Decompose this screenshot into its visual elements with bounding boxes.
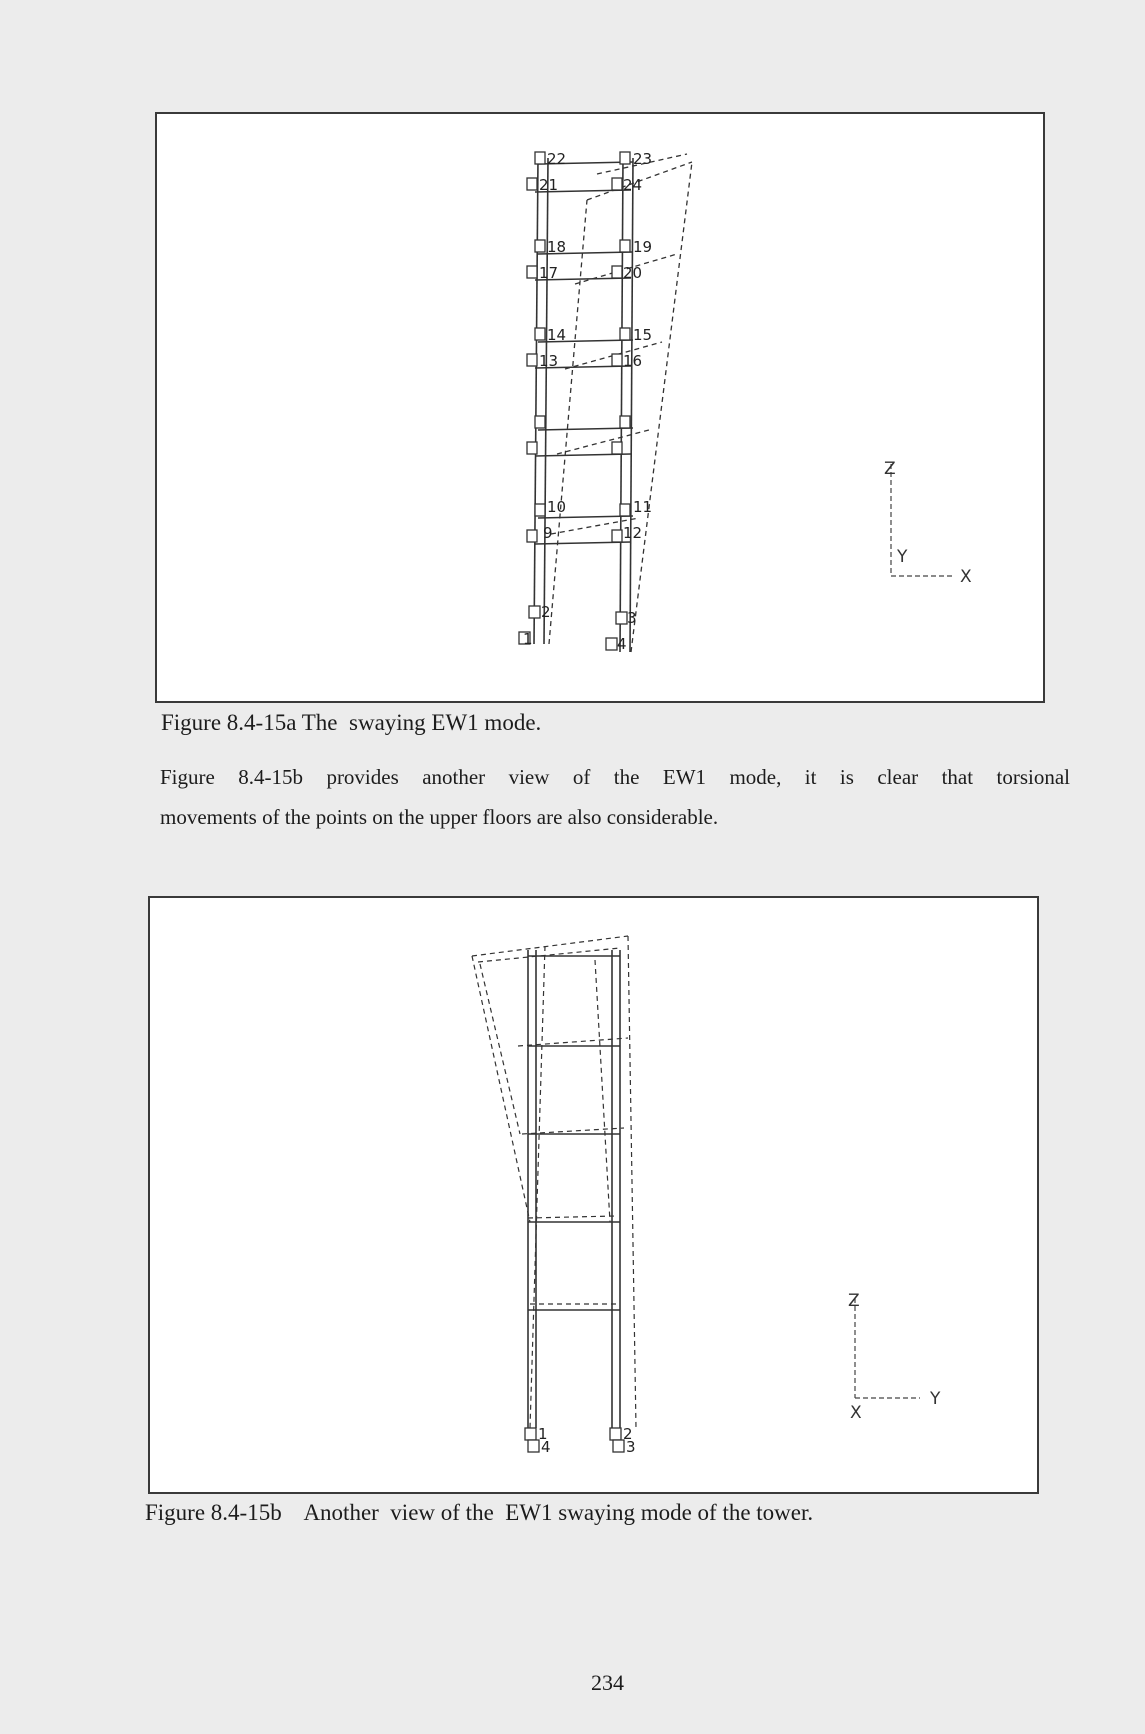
axis-triad <box>855 1298 920 1398</box>
node-label: 13 <box>539 352 559 370</box>
node-label: 9 <box>543 524 553 542</box>
node-label: 23 <box>633 150 653 168</box>
node-label: 17 <box>539 264 559 282</box>
node-label: 24 <box>623 176 643 194</box>
axis-label-y: Y <box>930 1389 941 1409</box>
node-label: 2 <box>541 603 551 621</box>
node-label: 21 <box>539 176 559 194</box>
node-label: 4 <box>541 1438 551 1456</box>
figure-b-caption: Figure 8.4-15b Another view of the EW1 swaying mode of the tower. <box>145 1500 814 1525</box>
node-label: 4 <box>617 635 627 653</box>
node-label: 19 <box>633 238 653 256</box>
node-label: 1 <box>523 630 533 648</box>
page-number: 234 <box>591 1670 624 1695</box>
node-label: 2 <box>623 1425 633 1443</box>
node-label: 14 <box>547 326 567 344</box>
node-label: 3 <box>626 1438 636 1456</box>
axis-label-x: X <box>960 567 972 587</box>
paragraph-line: movements of the points on the upper floors are also considerable. <box>160 805 719 829</box>
node-label: 10 <box>547 498 567 516</box>
paragraph-line: Figure 8.4-15b provides another view of the EW1 mode, it is clear that torsional <box>160 765 1070 789</box>
node-label: 20 <box>623 264 643 282</box>
axis-label-x: X <box>850 1403 862 1423</box>
node-label: 1 <box>538 1425 548 1443</box>
node-label: 15 <box>633 326 653 344</box>
node-label: 12 <box>623 524 643 542</box>
figure-b-frame <box>148 896 1039 1494</box>
node-label: 11 <box>633 498 653 516</box>
axis-label-z: Z <box>848 1291 860 1311</box>
node-label: 16 <box>623 352 643 370</box>
node-label: 22 <box>547 150 567 168</box>
figure-a-caption: Figure 8.4-15a The swaying EW1 mode. <box>161 710 542 735</box>
axis-label-y: Y <box>897 547 908 567</box>
figure-a-frame <box>155 112 1045 703</box>
node-label: 3 <box>627 609 637 627</box>
figure-b-wireframe <box>150 898 1037 1492</box>
axis-label-z: Z <box>884 459 896 479</box>
figure-a-wireframe <box>157 114 1043 701</box>
node-label: 18 <box>547 238 567 256</box>
